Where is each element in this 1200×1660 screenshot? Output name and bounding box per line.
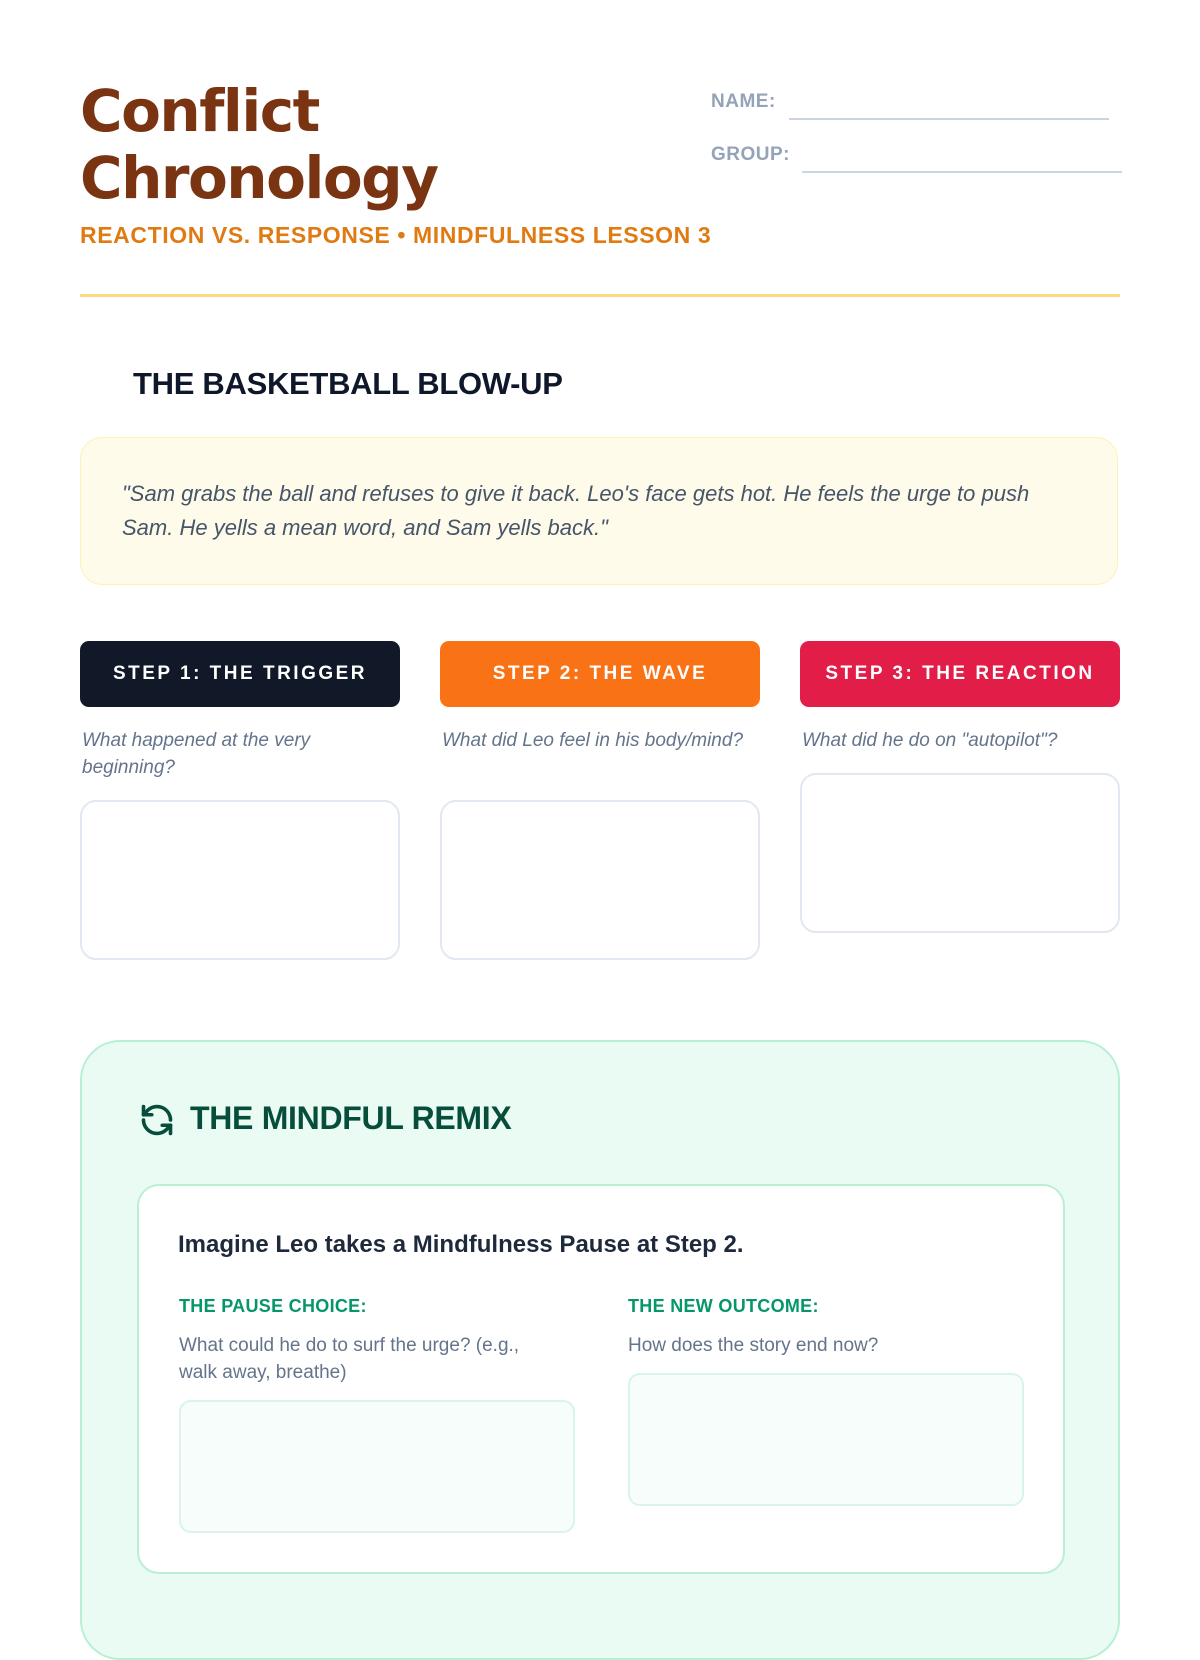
step-1-question: What happened at the very beginning? <box>82 730 311 778</box>
name-field[interactable] <box>789 118 1109 120</box>
step-2-label: STEP 2: THE WAVE <box>492 663 708 684</box>
page-title: Conflict Chronology <box>80 77 438 212</box>
remix-title: THE MINDFUL REMIX <box>190 1100 512 1136</box>
group-field[interactable] <box>802 171 1122 173</box>
step-3-answer-box[interactable] <box>800 773 1120 933</box>
pause-choice-answer-box[interactable] <box>179 1400 575 1533</box>
step-2-answer-box[interactable] <box>440 800 760 960</box>
new-outcome-answer-box[interactable] <box>628 1373 1024 1506</box>
step-1-label: STEP 1: THE TRIGGER <box>112 663 368 684</box>
new-outcome-label: THE NEW OUTCOME: <box>628 1296 819 1316</box>
step-1-header <box>80 641 400 707</box>
step-3-header <box>800 641 1120 707</box>
new-outcome-question: How does the story end now? <box>628 1335 879 1356</box>
pause-choice-label: THE PAUSE CHOICE: <box>179 1296 367 1316</box>
name-label: NAME: <box>711 91 776 112</box>
remix-heading: Imagine Leo takes a Mindfulness Pause at Step 2. <box>178 1231 744 1258</box>
step-1-answer-box[interactable] <box>80 800 400 960</box>
step-2-header <box>440 641 760 707</box>
header-divider <box>80 294 1120 297</box>
step-3-question: What did he do on "autopilot"? <box>802 730 1058 751</box>
refresh-icon <box>139 1102 175 1138</box>
page-subtitle: REACTION VS. RESPONSE • MINDFULNESS LESSON 3 <box>80 222 712 248</box>
step-2-question: What did Leo feel in his body/mind? <box>442 730 744 751</box>
pause-choice-question: What could he do to surf the urge? (e.g., walk away, breathe) <box>179 1335 520 1383</box>
story-title: THE BASKETBALL BLOW-UP <box>133 366 563 401</box>
group-label: GROUP: <box>711 144 790 165</box>
step-3-label: STEP 3: THE REACTION <box>825 663 1095 684</box>
story-quote: "Sam grabs the ball and refuses to give it back. Leo's face gets hot. He feels the urge to push Sam. He yells a mean word, and Sam yells back." <box>122 481 1030 540</box>
